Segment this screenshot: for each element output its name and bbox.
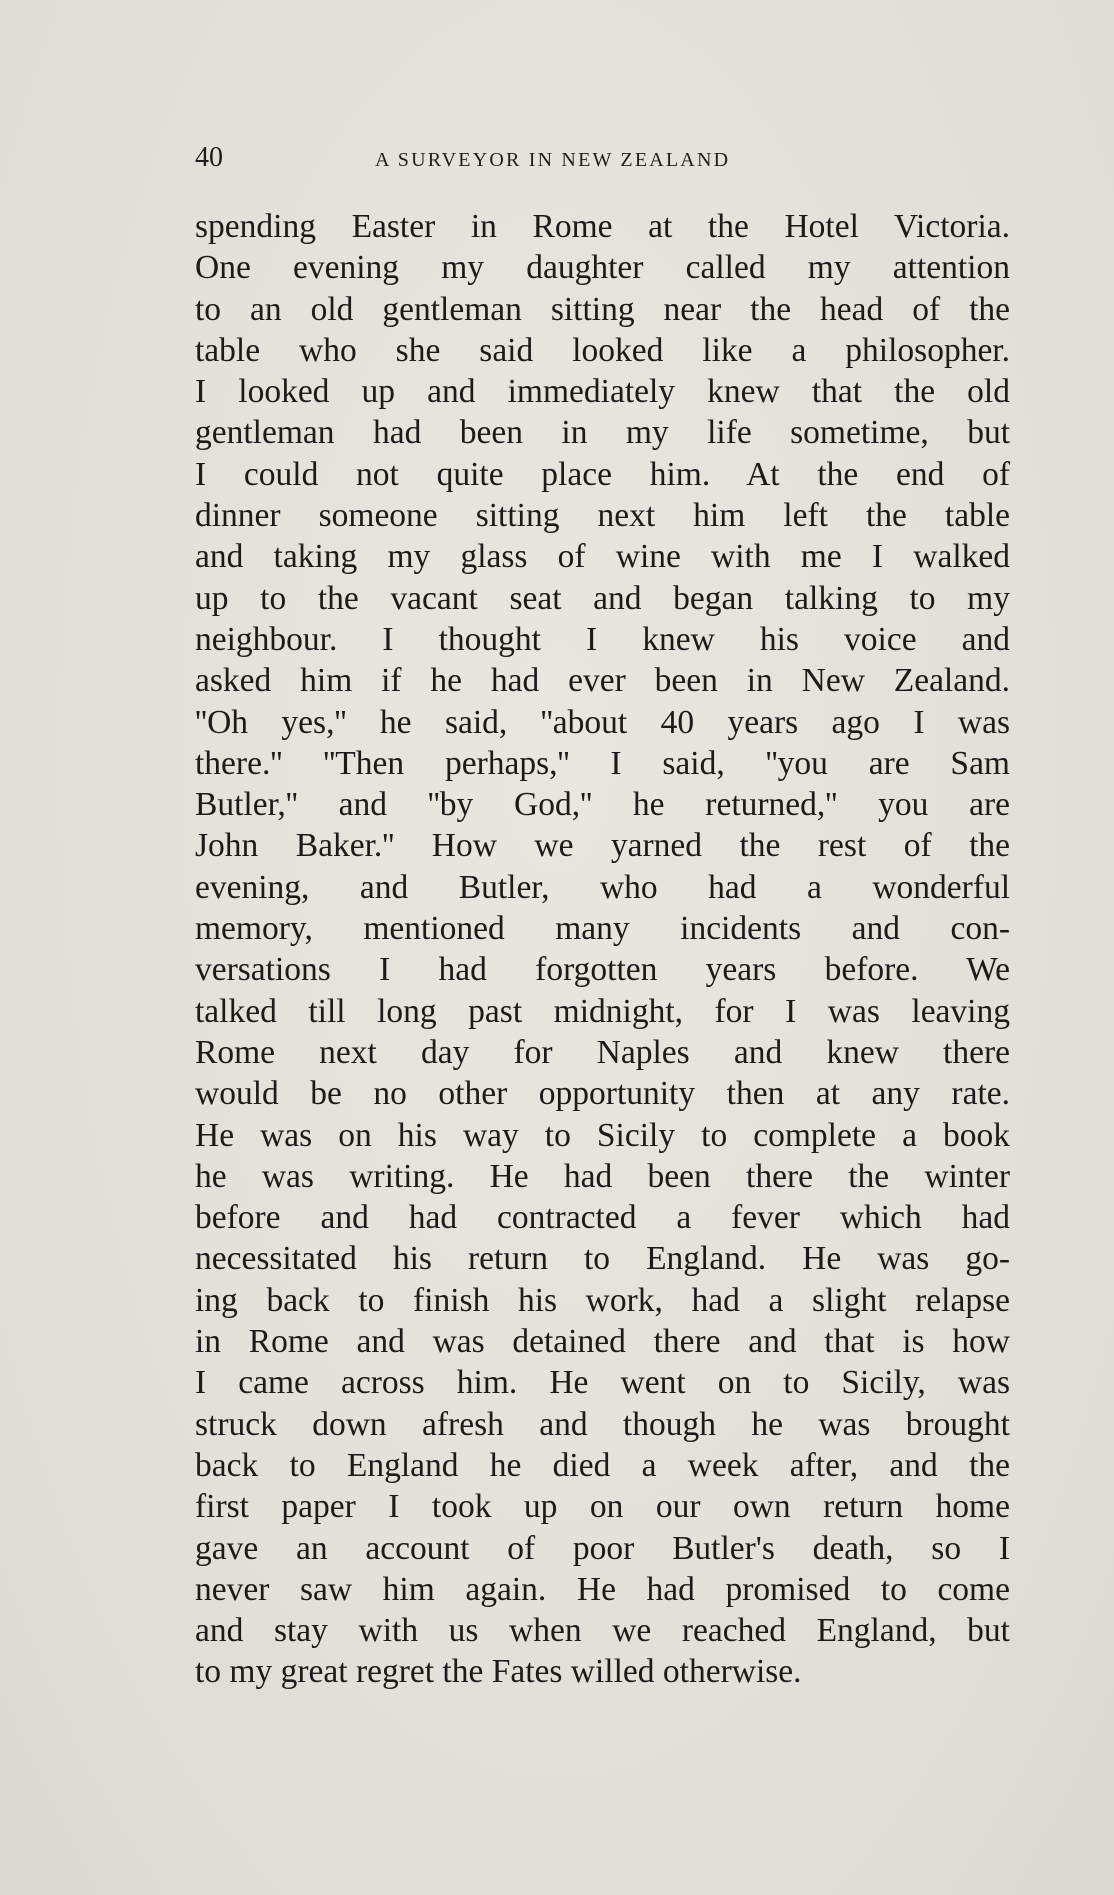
text-line: to my great regret the Fates willed otherwise. — [195, 1653, 802, 1691]
text-line: He was on his way to Sicily to complete a book — [195, 1116, 1010, 1154]
running-head: A SURVEYOR IN NEW ZEALAND — [375, 149, 731, 171]
text-line: would be no other opportunity then at any rate. — [195, 1075, 1010, 1113]
text-line: John Baker.'' How we yarned the rest of the — [195, 827, 1010, 865]
text-line: talked till long past midnight, for I was leaving — [195, 992, 1010, 1030]
text-line: Rome next day for Naples and knew there — [195, 1033, 1010, 1071]
text-line: and taking my glass of wine with me I walked — [195, 538, 1010, 576]
page-number: 40 — [195, 142, 223, 173]
text-line: I came across him. He went on to Sicily, was — [195, 1364, 1010, 1402]
text-line: dinner someone sitting next him left the table — [195, 497, 1010, 535]
page-header — [195, 140, 1010, 180]
text-line: I could not quite place him. At the end of — [195, 455, 1010, 493]
text-line: versations I had forgotten years before. We — [195, 951, 1010, 989]
text-line: to an old gentleman sitting near the head of the — [195, 290, 1010, 328]
text-line: first paper I took up on our own return home — [195, 1488, 1010, 1526]
text-line: before and had contracted a fever which had — [195, 1199, 1010, 1237]
text-line: back to England he died a week after, and the — [195, 1446, 1010, 1484]
text-line: up to the vacant seat and began talking to my — [195, 579, 1010, 617]
text-line: in Rome and was detained there and that is how — [195, 1323, 1010, 1361]
body-paragraph — [195, 206, 1010, 1693]
text-line: neighbour. I thought I knew his voice and — [195, 620, 1010, 658]
text-line: table who she said looked like a philosopher. — [195, 331, 1010, 369]
text-line: ''Oh yes,'' he said, ''about 40 years ago I was — [195, 703, 1010, 741]
text-line: Butler,'' and ''by God,'' he returned,'' you are — [195, 786, 1010, 824]
text-line: ing back to finish his work, had a slight relapse — [195, 1281, 1010, 1319]
text-line: necessitated his return to England. He was go- — [195, 1240, 1010, 1278]
text-line: and stay with us when we reached England, but — [195, 1612, 1010, 1650]
text-line: struck down afresh and though he was brought — [195, 1405, 1010, 1443]
text-line: there.'' ''Then perhaps,'' I said, ''you are Sam — [195, 744, 1010, 782]
text-line: asked him if he had ever been in New Zealand. — [195, 662, 1010, 700]
text-line: gave an account of poor Butler's death, so I — [195, 1529, 1010, 1567]
text-line: memory, mentioned many incidents and con- — [195, 910, 1010, 948]
text-line: he was writing. He had been there the winter — [195, 1157, 1010, 1195]
text-line: spending Easter in Rome at the Hotel Victoria. — [195, 208, 1010, 245]
text-line: evening, and Butler, who had a wonderful — [195, 868, 1010, 906]
text-line: never saw him again. He had promised to come — [195, 1570, 1010, 1608]
text-line: I looked up and immediately knew that the old — [195, 373, 1010, 411]
text-line: gentleman had been in my life sometime, but — [195, 414, 1010, 452]
text-line: One evening my daughter called my attention — [195, 249, 1010, 287]
